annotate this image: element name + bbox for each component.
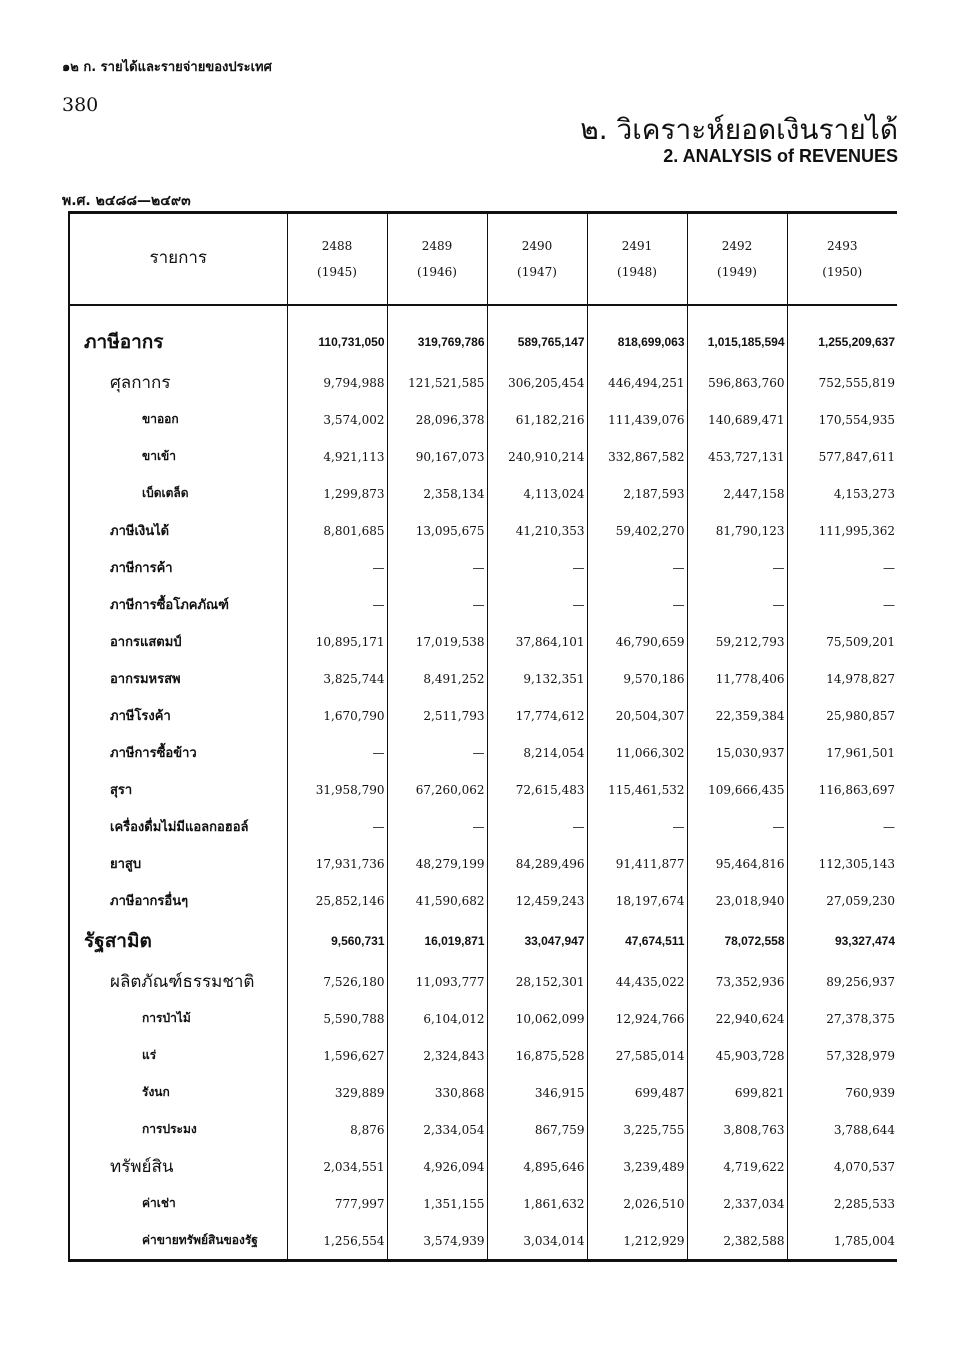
value-cell: 16,875,528 (487, 1037, 587, 1074)
value-cell: 9,132,351 (487, 660, 587, 697)
table-row (69, 771, 897, 808)
value-cell: 17,961,501 (787, 734, 897, 771)
value-cell: 1,256,554 (287, 1222, 387, 1261)
value-cell: 4,719,622 (687, 1148, 787, 1185)
value-cell: 11,066,302 (587, 734, 687, 771)
value-cell: 25,852,146 (287, 882, 387, 919)
year-header (387, 213, 487, 306)
value-cell: 89,256,937 (787, 963, 897, 1000)
table-row (69, 1074, 897, 1111)
year-ce: (1950) (822, 265, 863, 279)
value-cell: 8,214,054 (487, 734, 587, 771)
value-cell: 3,574,939 (387, 1222, 487, 1261)
value-cell: 1,299,873 (287, 475, 387, 512)
value-cell: — (587, 586, 687, 623)
value-cell: 10,062,099 (487, 1000, 587, 1037)
year-be: 2489 (421, 238, 453, 253)
value-cell: 15,030,937 (687, 734, 787, 771)
value-cell: 91,411,877 (587, 845, 687, 882)
value-cell: — (787, 549, 897, 586)
value-cell: 5,590,788 (287, 1000, 387, 1037)
value-cell: 2,187,593 (587, 475, 687, 512)
value-cell: 16,019,871 (387, 919, 487, 963)
value-cell: 3,808,763 (687, 1111, 787, 1148)
row-label: เครื่องดื่มไม่มีแอลกอฮอล์ (69, 808, 287, 845)
table-header-row (69, 213, 897, 306)
row-label: ค่าเช่า (69, 1185, 287, 1222)
value-cell: 45,903,728 (687, 1037, 787, 1074)
year-header (487, 213, 587, 306)
year-ce: (1948) (617, 265, 657, 279)
table-row (69, 1185, 897, 1222)
value-cell: 10,895,171 (287, 623, 387, 660)
value-cell: 59,402,270 (587, 512, 687, 549)
spacer-row (69, 305, 897, 320)
value-cell: 48,279,199 (387, 845, 487, 882)
value-cell: 95,464,816 (687, 845, 787, 882)
value-cell: — (687, 808, 787, 845)
row-label: รัฐสามิต (69, 919, 287, 963)
year-ce: (1945) (317, 265, 357, 279)
value-cell: 61,182,216 (487, 401, 587, 438)
value-cell: 867,759 (487, 1111, 587, 1148)
value-cell: 67,260,062 (387, 771, 487, 808)
table-row (69, 438, 897, 475)
value-cell: 81,790,123 (687, 512, 787, 549)
value-cell: 1,670,790 (287, 697, 387, 734)
value-cell: 319,769,786 (387, 320, 487, 364)
row-label: แร่ (69, 1037, 287, 1074)
value-cell: 9,794,988 (287, 364, 387, 401)
value-cell: 14,978,827 (787, 660, 897, 697)
value-cell: 11,778,406 (687, 660, 787, 697)
value-cell: — (587, 808, 687, 845)
value-cell: 78,072,558 (687, 919, 787, 963)
value-cell: — (387, 808, 487, 845)
value-cell: 46,790,659 (587, 623, 687, 660)
value-cell: 446,494,251 (587, 364, 687, 401)
table-row (69, 586, 897, 623)
value-cell: 3,788,644 (787, 1111, 897, 1148)
table-body (69, 305, 897, 1261)
row-label: สุรา (69, 771, 287, 808)
value-cell: 4,070,537 (787, 1148, 897, 1185)
table-row (69, 845, 897, 882)
value-cell: 27,585,014 (587, 1037, 687, 1074)
value-cell: 109,666,435 (687, 771, 787, 808)
revenue-table (68, 211, 897, 1262)
value-cell: — (487, 549, 587, 586)
value-cell: 4,153,273 (787, 475, 897, 512)
year-be: 2490 (521, 238, 553, 253)
value-cell: 2,334,054 (387, 1111, 487, 1148)
row-label: ภาษีโรงค้า (69, 697, 287, 734)
value-cell: 25,980,857 (787, 697, 897, 734)
value-cell: 453,727,131 (687, 438, 787, 475)
value-cell: 1,212,929 (587, 1222, 687, 1261)
value-cell: 3,034,014 (487, 1222, 587, 1261)
value-cell: 8,876 (287, 1111, 387, 1148)
value-cell: — (287, 586, 387, 623)
table-row (69, 401, 897, 438)
value-cell: 75,509,201 (787, 623, 897, 660)
value-cell: 112,305,143 (787, 845, 897, 882)
table-row (69, 320, 897, 364)
page-title-english: 2. ANALYSIS of REVENUES (663, 146, 898, 166)
value-cell: 111,995,362 (787, 512, 897, 549)
running-head: ๑๒ ก. รายได้และรายจ่ายของประเทศ (62, 60, 272, 75)
value-cell: 6,104,012 (387, 1000, 487, 1037)
value-cell: 1,785,004 (787, 1222, 897, 1261)
value-cell: 8,801,685 (287, 512, 387, 549)
row-label: ภาษีเงินได้ (69, 512, 287, 549)
value-cell: 1,015,185,594 (687, 320, 787, 364)
value-cell: — (687, 549, 787, 586)
value-cell: 22,940,624 (687, 1000, 787, 1037)
year-be: 2488 (321, 238, 353, 253)
value-cell: 2,358,134 (387, 475, 487, 512)
value-cell: 2,034,551 (287, 1148, 387, 1185)
value-cell: 699,821 (687, 1074, 787, 1111)
value-cell: 4,921,113 (287, 438, 387, 475)
value-cell: 28,152,301 (487, 963, 587, 1000)
year-ce: (1947) (517, 265, 557, 279)
value-cell: 3,574,002 (287, 401, 387, 438)
value-cell: 170,554,935 (787, 401, 897, 438)
table-row (69, 1037, 897, 1074)
value-cell: — (587, 549, 687, 586)
value-cell: 2,285,533 (787, 1185, 897, 1222)
year-be: 2492 (721, 238, 753, 253)
value-cell: 110,731,050 (287, 320, 387, 364)
value-cell: 699,487 (587, 1074, 687, 1111)
value-cell: 2,511,793 (387, 697, 487, 734)
value-cell: — (787, 586, 897, 623)
value-cell: 3,825,744 (287, 660, 387, 697)
item-column-header: รายการ (69, 213, 287, 306)
table-row (69, 364, 897, 401)
value-cell: 84,289,496 (487, 845, 587, 882)
value-cell: 1,351,155 (387, 1185, 487, 1222)
value-cell: 346,915 (487, 1074, 587, 1111)
era-range: พ.ศ. ๒๔๘๘—๒๔๙๓ (62, 193, 191, 209)
value-cell: 589,765,147 (487, 320, 587, 364)
value-cell: 17,774,612 (487, 697, 587, 734)
row-label: ผลิตภัณฑ์ธรรมชาติ (69, 963, 287, 1000)
value-cell: 41,210,353 (487, 512, 587, 549)
value-cell: 3,225,755 (587, 1111, 687, 1148)
table-row (69, 963, 897, 1000)
value-cell: 20,504,307 (587, 697, 687, 734)
row-label: การป่าไม้ (69, 1000, 287, 1037)
value-cell: 23,018,940 (687, 882, 787, 919)
table-row (69, 808, 897, 845)
table-row (69, 734, 897, 771)
table-row (69, 623, 897, 660)
table-row (69, 1148, 897, 1185)
value-cell: 72,615,483 (487, 771, 587, 808)
value-cell: 18,197,674 (587, 882, 687, 919)
year-header (787, 213, 897, 306)
value-cell: 240,910,214 (487, 438, 587, 475)
value-cell: 59,212,793 (687, 623, 787, 660)
value-cell: 41,590,682 (387, 882, 487, 919)
row-label: รังนก (69, 1074, 287, 1111)
row-label: อากรมหรสพ (69, 660, 287, 697)
year-ce: (1946) (417, 265, 457, 279)
value-cell: 2,337,034 (687, 1185, 787, 1222)
value-cell: 44,435,022 (587, 963, 687, 1000)
value-cell: 4,113,024 (487, 475, 587, 512)
year-ce: (1949) (717, 265, 757, 279)
value-cell: — (387, 549, 487, 586)
table-row (69, 549, 897, 586)
value-cell: — (287, 549, 387, 586)
value-cell: 7,526,180 (287, 963, 387, 1000)
value-cell: — (387, 586, 487, 623)
table-row (69, 1222, 897, 1261)
value-cell: 115,461,532 (587, 771, 687, 808)
value-cell: 1,596,627 (287, 1037, 387, 1074)
table-row (69, 1111, 897, 1148)
value-cell: 13,095,675 (387, 512, 487, 549)
value-cell: 121,521,585 (387, 364, 487, 401)
value-cell: 27,378,375 (787, 1000, 897, 1037)
value-cell: 73,352,936 (687, 963, 787, 1000)
year-header (287, 213, 387, 306)
year-be: 2491 (621, 238, 653, 253)
table-row (69, 882, 897, 919)
value-cell: 8,491,252 (387, 660, 487, 697)
row-label: ขาออก (69, 401, 287, 438)
value-cell: 93,327,474 (787, 919, 897, 963)
table-row (69, 1000, 897, 1037)
page-number: 380 (62, 94, 99, 116)
value-cell: 27,059,230 (787, 882, 897, 919)
table-row (69, 475, 897, 512)
row-label: อากรแสตมป์ (69, 623, 287, 660)
value-cell: 1,861,632 (487, 1185, 587, 1222)
value-cell: 752,555,819 (787, 364, 897, 401)
year-be: 2493 (826, 238, 858, 253)
year-header (687, 213, 787, 306)
value-cell: 11,093,777 (387, 963, 487, 1000)
value-cell: 28,096,378 (387, 401, 487, 438)
value-cell: 4,895,646 (487, 1148, 587, 1185)
row-label: ภาษีการซื้อข้าว (69, 734, 287, 771)
value-cell: — (787, 808, 897, 845)
value-cell: 12,924,766 (587, 1000, 687, 1037)
value-cell: 17,931,736 (287, 845, 387, 882)
value-cell: 1,255,209,637 (787, 320, 897, 364)
row-label: ภาษีอากรอื่นๆ (69, 882, 287, 919)
value-cell: 111,439,076 (587, 401, 687, 438)
value-cell: 140,689,471 (687, 401, 787, 438)
value-cell: 12,459,243 (487, 882, 587, 919)
row-label: ค่าขายทรัพย์สินของรัฐ (69, 1222, 287, 1261)
value-cell: 33,047,947 (487, 919, 587, 963)
value-cell: 9,570,186 (587, 660, 687, 697)
page-title-thai: ๒. วิเคราะห์ยอดเงินรายได้ (580, 113, 898, 146)
value-cell: 760,939 (787, 1074, 897, 1111)
row-label: ศุลกากร (69, 364, 287, 401)
value-cell: — (487, 586, 587, 623)
value-cell: 818,699,063 (587, 320, 687, 364)
value-cell: 777,997 (287, 1185, 387, 1222)
value-cell: 329,889 (287, 1074, 387, 1111)
value-cell: 90,167,073 (387, 438, 487, 475)
table-row (69, 660, 897, 697)
value-cell: 3,239,489 (587, 1148, 687, 1185)
value-cell: 2,382,588 (687, 1222, 787, 1261)
value-cell: 9,560,731 (287, 919, 387, 963)
row-label: ขาเข้า (69, 438, 287, 475)
value-cell: 2,447,158 (687, 475, 787, 512)
value-cell: — (487, 808, 587, 845)
value-cell: 306,205,454 (487, 364, 587, 401)
row-label: ยาสูบ (69, 845, 287, 882)
value-cell: 37,864,101 (487, 623, 587, 660)
value-cell: 116,863,697 (787, 771, 897, 808)
value-cell: 2,324,843 (387, 1037, 487, 1074)
value-cell: — (387, 734, 487, 771)
table-row (69, 512, 897, 549)
value-cell: 47,674,511 (587, 919, 687, 963)
value-cell: 596,863,760 (687, 364, 787, 401)
value-cell: — (287, 734, 387, 771)
value-cell: — (687, 586, 787, 623)
value-cell: 4,926,094 (387, 1148, 487, 1185)
value-cell: 17,019,538 (387, 623, 487, 660)
table-row (69, 919, 897, 963)
row-label: ทรัพย์สิน (69, 1148, 287, 1185)
row-label: ภาษีการซื้อโภคภัณฑ์ (69, 586, 287, 623)
row-label: การประมง (69, 1111, 287, 1148)
value-cell: 577,847,611 (787, 438, 897, 475)
value-cell: 31,958,790 (287, 771, 387, 808)
value-cell: 332,867,582 (587, 438, 687, 475)
value-cell: — (287, 808, 387, 845)
value-cell: 22,359,384 (687, 697, 787, 734)
row-label: เบ็ดเตล็ด (69, 475, 287, 512)
row-label: ภาษีอากร (69, 320, 287, 364)
row-label: ภาษีการค้า (69, 549, 287, 586)
value-cell: 2,026,510 (587, 1185, 687, 1222)
value-cell: 57,328,979 (787, 1037, 897, 1074)
year-header (587, 213, 687, 306)
value-cell: 330,868 (387, 1074, 487, 1111)
table-row (69, 697, 897, 734)
